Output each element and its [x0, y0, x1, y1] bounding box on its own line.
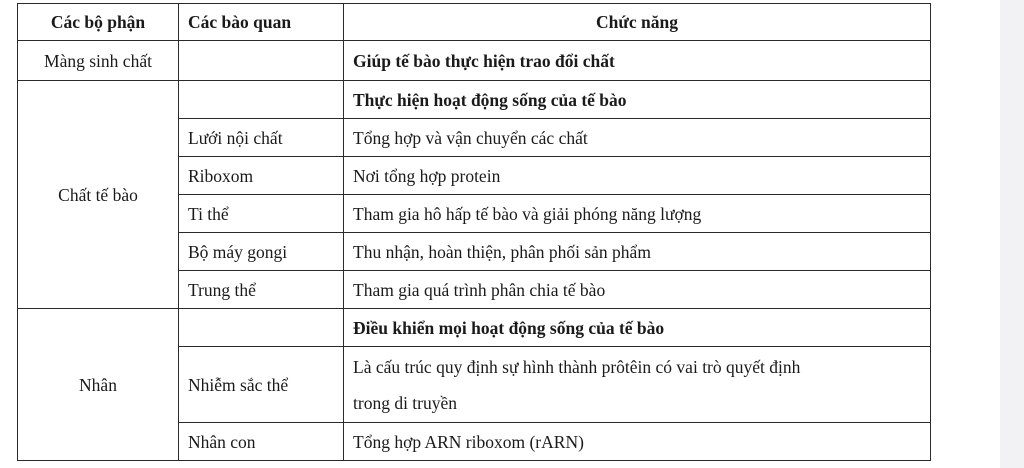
organelle-cell: Nhân con	[179, 423, 344, 461]
header-organelle: Các bào quan	[179, 4, 344, 41]
function-cell: Nơi tổng hợp protein	[344, 157, 931, 195]
function-line: trong di truyền	[353, 392, 458, 413]
table-row	[18, 41, 931, 81]
part-membrane: Màng sinh chất	[18, 41, 179, 81]
function-cell	[344, 347, 931, 423]
organelle-cell: Ti thể	[179, 195, 344, 233]
function-membrane: Giúp tế bào thực hiện trao đổi chất	[344, 41, 931, 81]
function-line: Là cấu trúc quy định sự hình thành prôtêin có vai trò quyết định	[353, 356, 801, 377]
function-cell: Tổng hợp ARN riboxom (rARN)	[344, 423, 931, 461]
function-nucleus-summary: Điều khiển mọi hoạt động sống của tế bào	[344, 309, 931, 347]
organelle-cell: Nhiễm sắc thể	[179, 347, 344, 423]
function-cell: Tổng hợp và vận chuyển các chất	[344, 119, 931, 157]
part-cytoplasm: Chất tế bào	[18, 81, 179, 309]
table-row	[18, 309, 931, 347]
organelle-cell: Bộ máy gongi	[179, 233, 344, 271]
function-cytoplasm-summary: Thực hiện hoạt động sống của tế bào	[344, 81, 931, 119]
organelle-empty	[179, 309, 344, 347]
header-function: Chức năng	[344, 4, 931, 41]
part-nucleus: Nhân	[18, 309, 179, 461]
function-cell: Thu nhận, hoàn thiện, phân phối sản phẩm	[344, 233, 931, 271]
cell-structure-table	[17, 3, 931, 461]
header-part: Các bộ phận	[18, 4, 179, 41]
organelle-empty	[179, 81, 344, 119]
table-header-row	[18, 4, 931, 41]
organelle-cell: Riboxom	[179, 157, 344, 195]
right-scroll-gutter	[1000, 0, 1024, 468]
organelle-cell: Lưới nội chất	[179, 119, 344, 157]
organelle-cell: Trung thể	[179, 271, 344, 309]
function-cell: Tham gia hô hấp tế bào và giải phóng năng lượng	[344, 195, 931, 233]
function-cell: Tham gia quá trình phân chia tế bào	[344, 271, 931, 309]
organelle-empty	[179, 41, 344, 81]
table-row	[18, 81, 931, 119]
